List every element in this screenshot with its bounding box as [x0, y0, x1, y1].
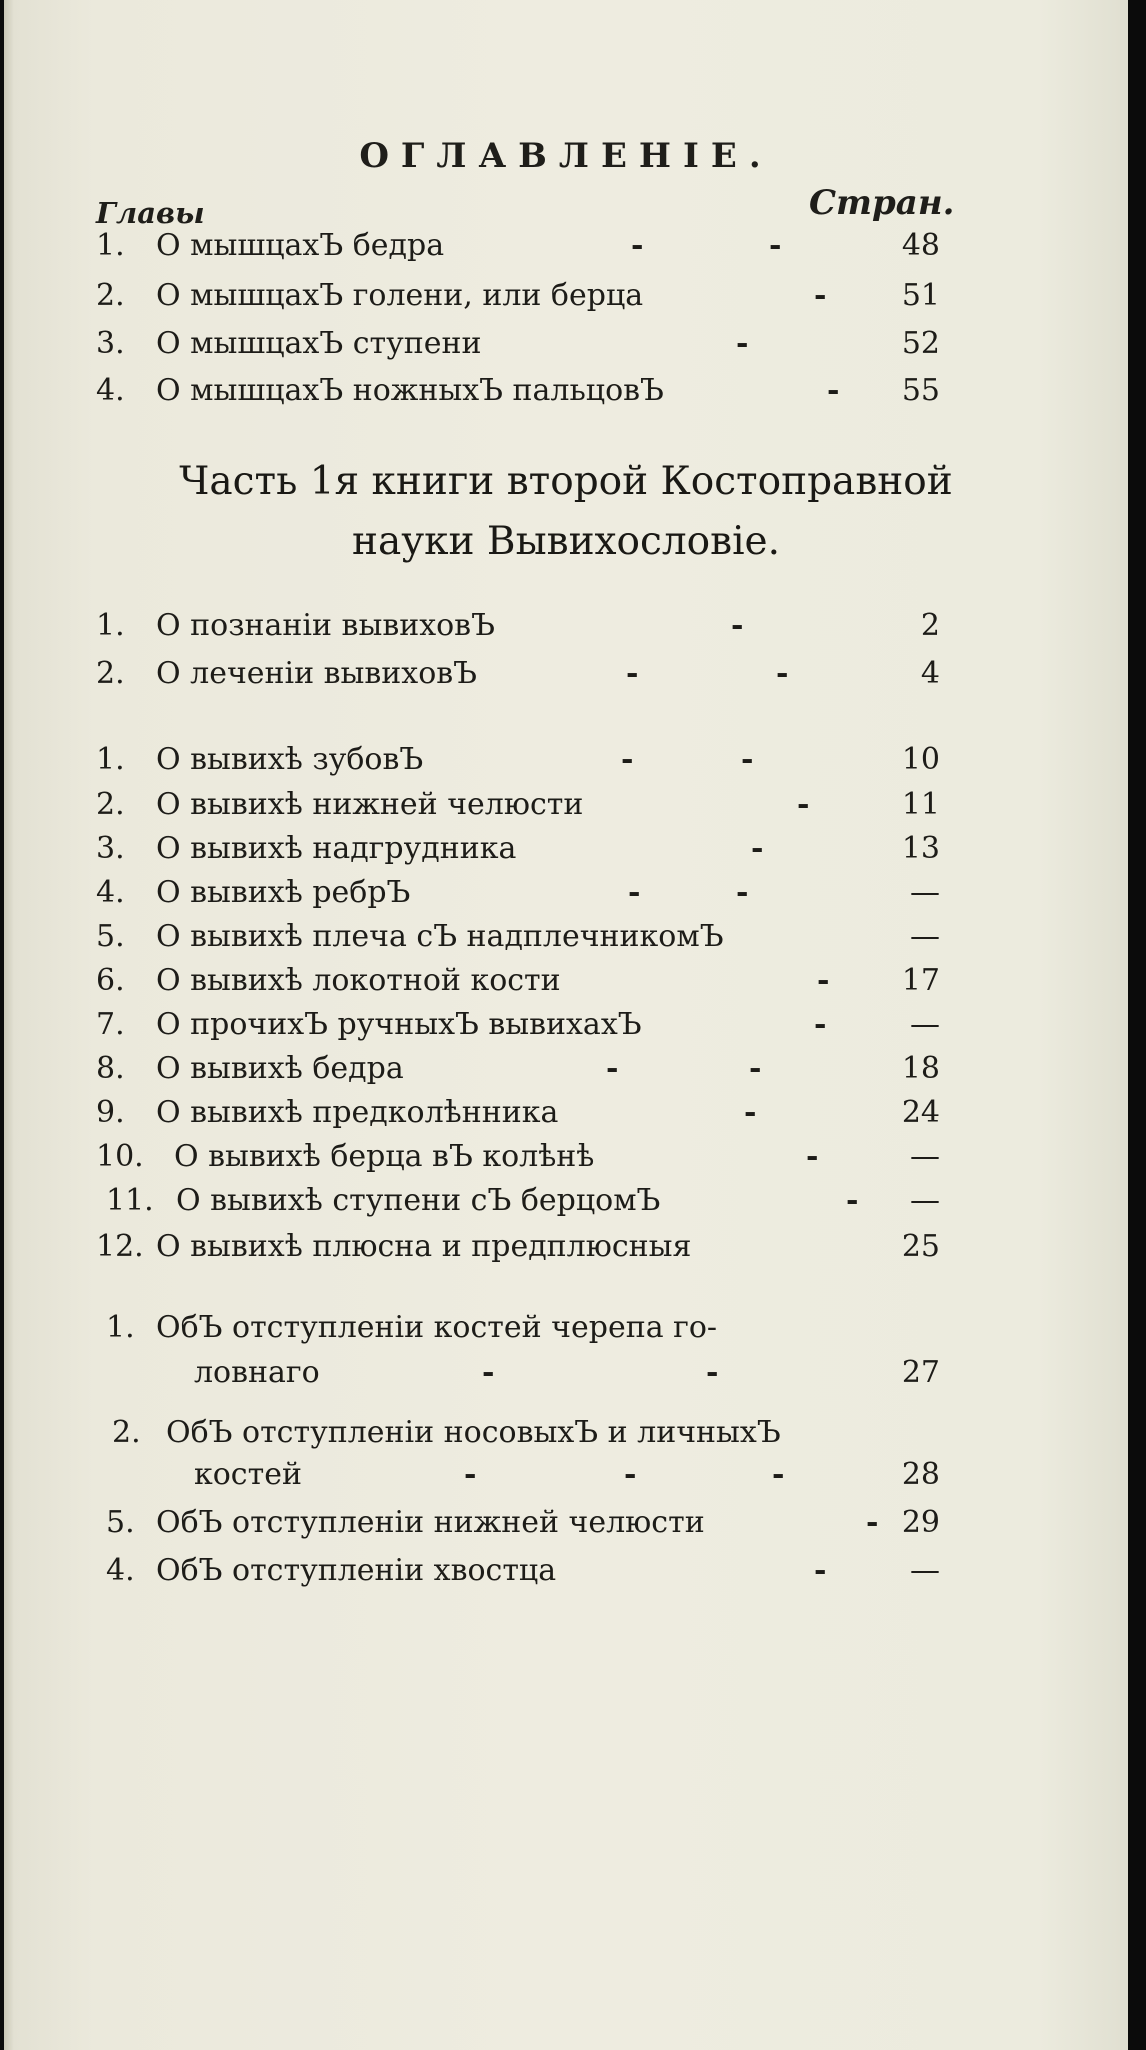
entry-number: 9.	[96, 1095, 125, 1130]
toc-entry[interactable]	[4, 656, 1128, 700]
entry-number: 2.	[112, 1415, 141, 1450]
entry-number: 5.	[96, 919, 125, 954]
entry-title: О вывихѣ надгрудника	[156, 831, 517, 866]
entry-leader: -	[776, 656, 789, 691]
entry-title: О мышцахЪ бедра	[156, 228, 445, 263]
toc-entry[interactable]	[4, 919, 1128, 963]
entry-leader: -	[814, 278, 827, 313]
entry-leader: -	[482, 1355, 495, 1390]
toc-entry[interactable]	[4, 1007, 1128, 1051]
toc-entry[interactable]	[4, 875, 1128, 919]
entry-leader: -	[806, 1139, 819, 1174]
entry-leader: -	[769, 228, 782, 263]
entry-leader: -	[628, 875, 641, 910]
entry-number: 10.	[96, 1139, 144, 1174]
toc-entry[interactable]	[4, 1051, 1128, 1095]
toc-entry[interactable]	[4, 1310, 1128, 1354]
entry-leader: -	[772, 1457, 785, 1492]
entry-title: О леченіи вывиховЪ	[156, 656, 478, 691]
toc-heading: ОГЛАВЛЕНІЕ.	[359, 136, 773, 176]
toc-entry[interactable]	[4, 1139, 1128, 1183]
entry-title: О мышцахЪ ступени	[156, 326, 482, 361]
toc-entry[interactable]	[4, 1415, 1128, 1459]
toc-entry[interactable]	[4, 228, 1128, 272]
entry-page: 52	[901, 326, 940, 361]
entry-number: 1.	[96, 608, 125, 643]
entry-page: 48	[901, 228, 940, 263]
entry-leader: -	[846, 1183, 859, 1218]
entry-page: 28	[901, 1457, 940, 1492]
toc-entry[interactable]	[4, 742, 1128, 786]
entry-title: О вывихѣ локотной кости	[156, 963, 561, 998]
pages-column-label: Стран.	[809, 183, 955, 223]
entry-title: О вывихѣ ступени сЪ берцомЪ	[176, 1183, 661, 1218]
entry-number: 1.	[106, 1310, 135, 1345]
entry-leader: -	[624, 1457, 637, 1492]
entry-title: О вывихѣ ребрЪ	[156, 875, 411, 910]
toc-entry[interactable]	[4, 373, 1128, 417]
toc-entry-continuation[interactable]	[4, 1457, 1128, 1501]
entry-title: О вывихѣ зубовЪ	[156, 742, 424, 777]
entry-leader: -	[751, 831, 764, 866]
entry-number: 5.	[106, 1505, 135, 1540]
entry-page: 11	[901, 787, 940, 822]
entry-leader: -	[749, 1051, 762, 1086]
entry-title: О вывихѣ предколѣнника	[156, 1095, 559, 1130]
entry-page: 13	[901, 831, 940, 866]
entry-title: О вывихѣ плеча сЪ надплечникомЪ	[156, 919, 724, 954]
entry-leader: -	[817, 963, 830, 998]
entry-number: 4.	[106, 1553, 135, 1588]
entry-page: 10	[901, 742, 940, 777]
entry-title: О прочихЪ ручныхЪ вывихахЪ	[156, 1007, 642, 1042]
entry-number: 3.	[96, 831, 125, 866]
book-page	[4, 0, 1128, 2050]
entry-title: О вывихѣ берца вЪ колѣнѣ	[174, 1139, 595, 1174]
entry-page: —	[910, 875, 940, 910]
entry-page: 55	[901, 373, 940, 408]
entry-number: 2.	[96, 278, 125, 313]
entry-title: О мышцахЪ ножныхЪ пальцовЪ	[156, 373, 664, 408]
entry-page: 27	[901, 1355, 940, 1390]
entry-title-continuation: ловнаго	[194, 1355, 320, 1390]
entry-leader: -	[827, 373, 840, 408]
entry-title: ОбЪ отступленіи носовыхЪ и личныхЪ	[166, 1415, 781, 1450]
toc-entry[interactable]	[4, 1505, 1128, 1549]
entry-title: ОбЪ отступленіи нижней челюсти	[156, 1505, 705, 1540]
entry-leader: -	[731, 608, 744, 643]
entry-leader: -	[606, 1051, 619, 1086]
entry-page: 17	[901, 963, 940, 998]
entry-leader: -	[621, 742, 634, 777]
entry-number: 8.	[96, 1051, 125, 1086]
entry-leader: -	[797, 787, 810, 822]
entry-leader: -	[741, 742, 754, 777]
entry-leader: -	[736, 875, 749, 910]
toc-entry[interactable]	[4, 1553, 1128, 1597]
toc-entry[interactable]	[4, 787, 1128, 831]
entry-number: 12.	[96, 1229, 144, 1264]
entry-page: —	[910, 1007, 940, 1042]
toc-entry[interactable]	[4, 1183, 1128, 1227]
entry-page: 51	[901, 278, 940, 313]
entry-leader: -	[464, 1457, 477, 1492]
toc-entry[interactable]	[4, 326, 1128, 370]
entry-page: —	[910, 1139, 940, 1174]
entry-title: ОбЪ отступленіи костей черепа го-	[156, 1310, 718, 1345]
entry-title: О познаніи вывиховЪ	[156, 608, 495, 643]
entry-page: 4	[920, 656, 940, 691]
entry-page: 2	[920, 608, 940, 643]
entry-title: ОбЪ отступленіи хвостца	[156, 1553, 557, 1588]
entry-leader: -	[814, 1007, 827, 1042]
entry-title: О вывихѣ нижней челюсти	[156, 787, 584, 822]
entry-title-continuation: костей	[194, 1457, 302, 1492]
entry-number: 6.	[96, 963, 125, 998]
entry-leader: -	[744, 1095, 757, 1130]
entry-page: 18	[901, 1051, 940, 1086]
entry-number: 4.	[96, 373, 125, 408]
entry-number: 4.	[96, 875, 125, 910]
entry-page: —	[910, 1553, 940, 1588]
toc-entry[interactable]	[4, 1229, 1128, 1273]
entry-leader: -	[866, 1505, 879, 1540]
entry-leader: -	[626, 656, 639, 691]
toc-entry[interactable]	[4, 608, 1128, 652]
entry-number: 11.	[106, 1183, 154, 1218]
entry-leader: -	[706, 1355, 719, 1390]
entry-number: 1.	[96, 742, 125, 777]
part-title-line2: науки Вывихословіе.	[351, 519, 781, 564]
part-title-line1: Часть 1я книги второй Костоправной	[179, 459, 953, 504]
toc-entry[interactable]	[4, 1095, 1128, 1139]
entry-number: 1.	[96, 228, 125, 263]
toc-entry-continuation[interactable]	[4, 1355, 1128, 1399]
toc-entry[interactable]	[4, 831, 1128, 875]
entry-page: —	[910, 919, 940, 954]
entry-page: 29	[901, 1505, 940, 1540]
entry-number: 2.	[96, 787, 125, 822]
entry-page: —	[910, 1183, 940, 1218]
entry-leader: -	[736, 326, 749, 361]
chapters-column-label: Главы	[96, 196, 205, 230]
entry-title: О вывихѣ бедра	[156, 1051, 404, 1086]
entry-number: 3.	[96, 326, 125, 361]
entry-page: 25	[901, 1229, 940, 1264]
toc-entry[interactable]	[4, 278, 1128, 322]
entry-number: 7.	[96, 1007, 125, 1042]
entry-title: О вывихѣ плюсна и предплюсныя	[156, 1229, 692, 1264]
entry-title: О мышцахЪ голени, или берца	[156, 278, 644, 313]
entry-leader: -	[814, 1553, 827, 1588]
entry-page: 24	[901, 1095, 940, 1130]
entry-number: 2.	[96, 656, 125, 691]
toc-entry[interactable]	[4, 963, 1128, 1007]
entry-leader: -	[631, 228, 644, 263]
